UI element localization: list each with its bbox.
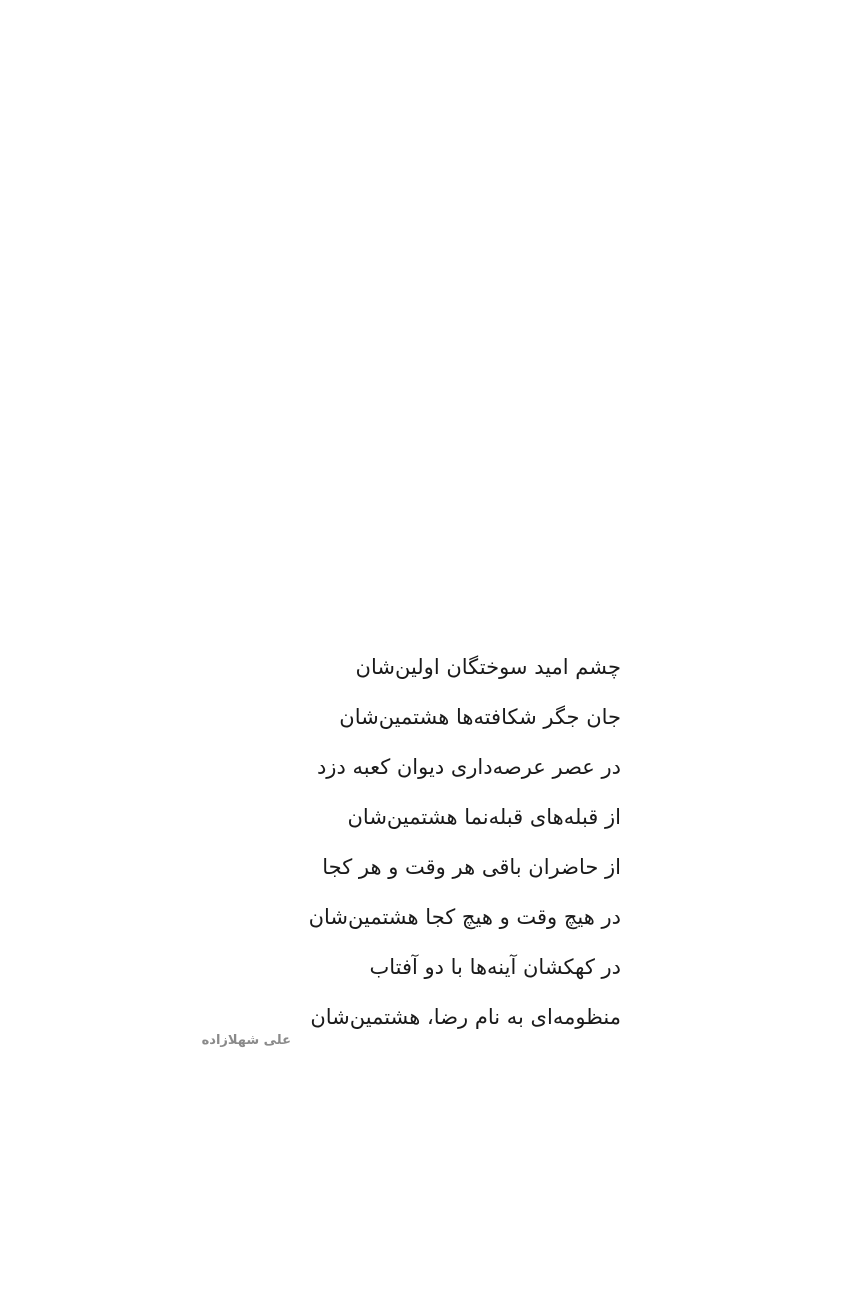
- poem-line: چشم امید سوختگان اولین‌شان: [355, 655, 621, 679]
- author-name: علی شهلازاده: [201, 1033, 291, 1048]
- poem-line: منظومه‌ای به نام رضا، هشتمین‌شان: [310, 1005, 621, 1029]
- poem-line: از حاضران باقی هر وقت و هر کجا: [322, 855, 621, 879]
- poem: [61, 642, 621, 1042]
- poem-line: از قبله‌های قبله‌نما هشتمین‌شان: [347, 805, 621, 829]
- poem-line: در هیچ وقت و هیچ کجا هشتمین‌شان: [308, 905, 621, 929]
- poem-line: جان جگر شکافته‌ها هشتمین‌شان: [339, 705, 621, 729]
- poem-line: در عصر عرصه‌داری دیوان کعبه دزد: [316, 755, 621, 779]
- poem-line: در کهکشان آینه‌ها با دو آفتاب: [369, 955, 621, 979]
